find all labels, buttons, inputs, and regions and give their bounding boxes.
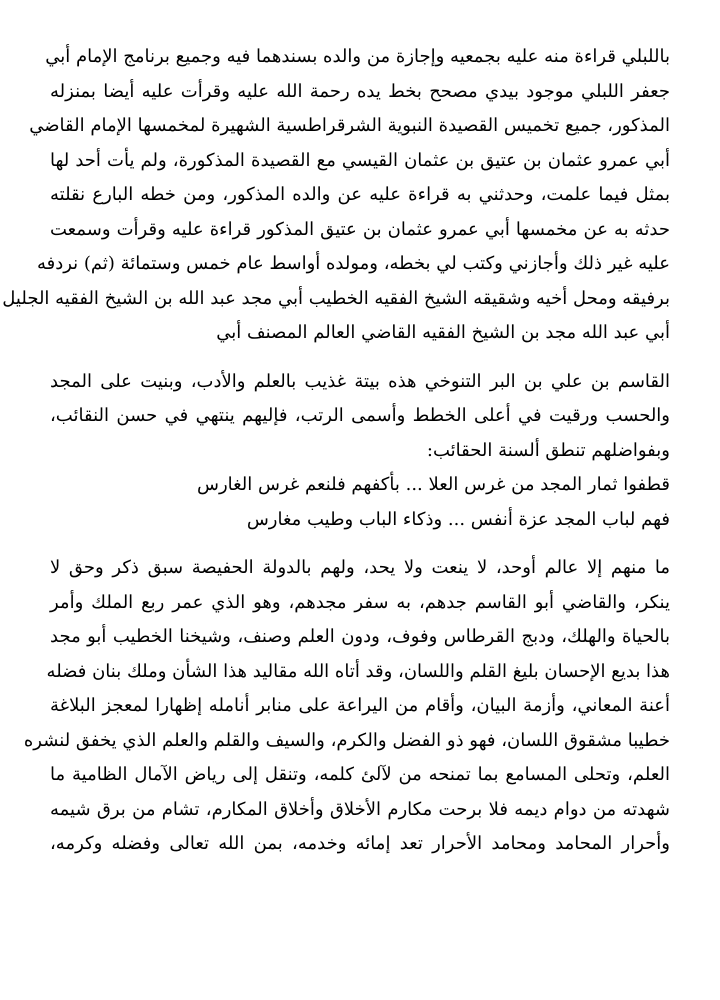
text-line: العلم، وتحلى المسامع بما تمنحه من لآلئ كلمه، وتنقل إلى رياض الآمال الظامية ما xyxy=(50,764,671,785)
verse-line: فهم لباب المجد عزة أنفس ... وذكاء الباب وطيب مغارس xyxy=(246,508,670,530)
text-line: هذا بديع الإحسان بليغ القلم واللسان، وقد أتاه الله مقاليد هذا الشأن وملك بنان فضله xyxy=(46,660,670,682)
text-line: باللبلي قراءة منه عليه بجمعيه وإجازة من والده بسندهما فيه وجميع برنامج الإمام أبي xyxy=(45,46,670,67)
text-line: القاسم بن علي بن البر التنوخي هذه بيتة غذيب بالعلم والأدب، وبنيت على المجد xyxy=(50,370,670,392)
text-line: ما منهم إلا عالم أوحد، لا ينعت ولا يحد، ولهم بالدولة الحفيصة سبق ذكر وحق لا xyxy=(50,557,670,578)
paragraph-gap xyxy=(50,537,670,551)
text-line: بمثل فيما علمت، وحدثني به قراءة عليه عن والده المذكور، ومن خطه البارع نقلته xyxy=(50,184,670,205)
text-line: المذكور، جميع تخميس القصيدة النبوية الشرقراطسية الشهيرة لمخمسها الإمام القاضي xyxy=(29,115,670,136)
text-line: وبفواضلهم تنطق ألسنة الحقائب: xyxy=(426,439,670,461)
document-page xyxy=(2,40,671,862)
text-line: عليه غير ذلك وأجازني وكتب لي بخطه، ومولده أواسط عام خمس وستمائة (ثم) نردفه xyxy=(36,253,670,274)
text-line: حدثه به عن مخمسها أبي عمرو عثمان بن عتيق المذكور قراءة عليه وقرأت وسمعت xyxy=(50,218,670,240)
verse-line: قطفوا ثمار المجد من غرس العلا ... بأكفهم فلنعم غرس الغارس xyxy=(196,474,670,495)
text-line: خطيبا مشقوق اللسان، فهو ذو الفضل والكرم، والسيف والقلم والعلم الذي يخفق لنشره xyxy=(23,729,670,751)
text-line: أبي عمرو عثمان بن عتيق بن عثمان القيسي مع القصيدة المذكورة، ولم يأت أحد لها xyxy=(50,149,670,171)
paragraph-gap xyxy=(50,351,670,365)
text-line: بالحياة والهلك، ودبج القرطاس وفوف، ودون العلم وصنف، وشيخنا الخطيب أبو مجد xyxy=(50,626,670,647)
paragraph-1 xyxy=(2,40,670,351)
text-line: والحسب ورقيت في أعلى الخطط وأسمى الرتب، فإليهم ينتهي في حسن النقائب، xyxy=(50,405,670,426)
paragraph-3 xyxy=(23,551,671,862)
text-line: ينكر، والقاضي أبو القاسم جدهم، به سفر مجدهم، وهو الذي عمر ربع الملك وأمر xyxy=(50,591,670,613)
text-line: أعنة المعاني، وأزمة البيان، وأقام من اليراعة على منابر أنامله إظهارا لمعجز البلاغة xyxy=(50,695,670,716)
text-line: برفيقه ومحل أخيه وشقيقه الشيخ الفقيه الخطيب أبي مجد عبد الله بن الشيخ الفقيه الجليل xyxy=(2,287,670,309)
text-line: وأحرار المحامد ومحامد الأحرار تعد إمائه وخدمه، بمن الله تعالى وفضله وكرمه، xyxy=(50,833,670,854)
text-line: أبي عبد الله مجد بن الشيخ الفقيه القاضي العالم المصنف أبي xyxy=(216,322,670,343)
text-line: جعفر اللبلي موجود بيدي مصحح بخط يده رحمة الله عليه وقرأت عليه أيضا بمنزله xyxy=(50,80,670,102)
text-line: شهدته من دوام ديمه فلا برحت مكارم الأخلاق وأخلاق المكارم، تشام من برق شيمه xyxy=(50,798,670,820)
paragraph-2 xyxy=(50,365,670,538)
